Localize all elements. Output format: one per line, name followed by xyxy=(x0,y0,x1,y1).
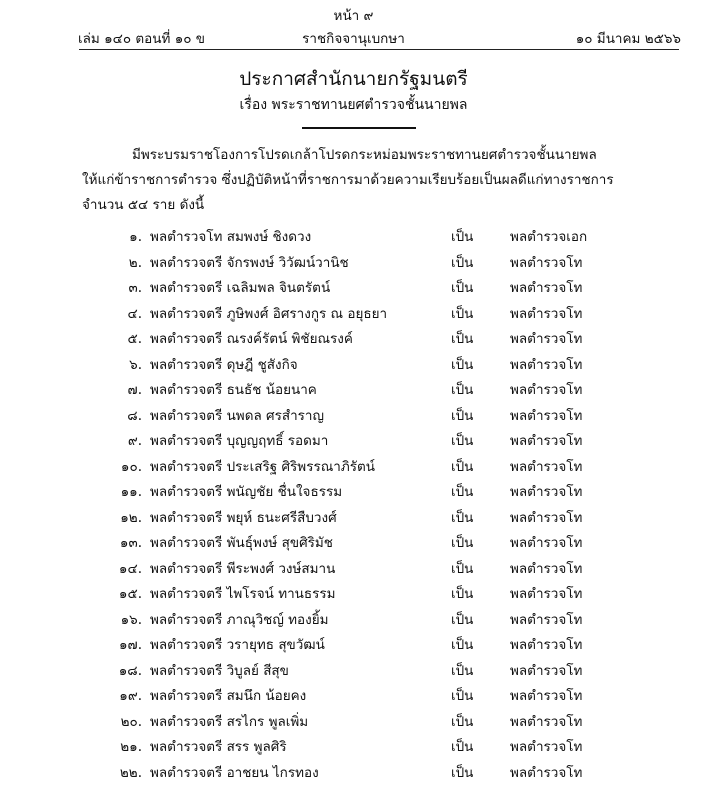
paragraph-line: จำนวน ๕๔ ราย ดังนี้ xyxy=(82,197,205,213)
officer-name: พลตำรวจตรี วิบูลย์ สีสุข xyxy=(150,662,289,679)
item-number: ๑๖. xyxy=(120,611,142,628)
connector-word: เป็น xyxy=(451,509,474,526)
new-rank: พลตำรวจเอก xyxy=(510,229,588,245)
new-rank: พลตำรวจโท xyxy=(510,560,583,577)
connector-word: เป็น xyxy=(451,382,474,398)
item-number: ๑๑. xyxy=(120,484,142,500)
item-number: ๓. xyxy=(128,280,142,296)
new-rank: พลตำรวจโท xyxy=(510,407,583,424)
list-item xyxy=(0,480,707,506)
new-rank: พลตำรวจโท xyxy=(510,688,583,704)
announcement-subject: เรื่อง พระราชทานยศตำรวจชั้นนายพล xyxy=(239,97,468,113)
title-divider xyxy=(302,127,416,129)
publication-date: ๑๐ มีนาคม ๒๕๖๖ xyxy=(575,31,681,47)
officer-name: พลตำรวจตรี พีระพงศ์ วงษ์สมาน xyxy=(150,560,336,577)
item-number: ๑. xyxy=(129,229,142,245)
connector-word: เป็น xyxy=(451,637,474,653)
officer-name: พลตำรวจตรี พยุห์ ธนะศรีสืบวงศ์ xyxy=(150,509,337,526)
new-rank: พลตำรวจโท xyxy=(510,662,583,679)
item-number: ๒๐. xyxy=(120,713,142,730)
new-rank: พลตำรวจโท xyxy=(510,637,583,653)
item-number: ๑๒. xyxy=(120,509,142,526)
officer-name: พลตำรวจตรี บุญญฤทธิ์ รอดมา xyxy=(150,433,329,449)
officer-name: พลตำรวจตรี ไพโรจน์ ทานธรรม xyxy=(150,586,336,602)
officer-name: พลตำรวจตรี สรไกร พูลเพิ่ม xyxy=(150,713,309,730)
item-number: ๑๙. xyxy=(119,688,142,704)
list-item xyxy=(0,225,707,251)
new-rank: พลตำรวจโท xyxy=(510,535,583,551)
paragraph-line: ให้แก่ข้าราชการตำรวจ ซึ่งปฏิบัติหน้าที่ราชการมาด้วยความเรียบร้อยเป็นผลดีแก่ทางราชการ xyxy=(82,172,614,188)
list-item xyxy=(0,557,707,583)
officer-name: พลตำรวจตรี ประเสริฐ ศิริพรรณาภิรัตน์ xyxy=(150,458,375,475)
connector-word: เป็น xyxy=(451,739,474,755)
item-number: ๑๕. xyxy=(118,586,142,602)
officer-name: พลตำรวจตรี ภาณุวิชญ์ ทองยิ้ม xyxy=(150,611,329,628)
connector-word: เป็น xyxy=(451,458,474,475)
new-rank: พลตำรวจโท xyxy=(510,331,583,347)
connector-word: เป็น xyxy=(451,586,474,602)
officer-name: พลตำรวจโท สมพงษ์ ชิงดวง xyxy=(150,229,312,245)
paragraph-line: มีพระบรมราชโองการโปรดเกล้าโปรดกระหม่อมพระราชทานยศตำรวจชั้นนายพล xyxy=(132,147,597,163)
connector-word: เป็น xyxy=(451,484,474,500)
officer-name: พลตำรวจตรี สมนึก น้อยคง xyxy=(150,688,307,704)
connector-word: เป็น xyxy=(451,688,474,704)
connector-word: เป็น xyxy=(451,280,474,296)
connector-word: เป็น xyxy=(451,407,474,424)
item-number: ๑๐. xyxy=(120,458,142,475)
new-rank: พลตำรวจโท xyxy=(510,305,583,322)
item-number: ๑๗. xyxy=(118,637,142,653)
connector-word: เป็น xyxy=(451,331,474,347)
announcement-paragraph xyxy=(82,143,682,218)
list-item xyxy=(0,710,707,736)
connector-word: เป็น xyxy=(451,764,474,781)
item-number: ๒๑. xyxy=(120,739,142,755)
new-rank: พลตำรวจโท xyxy=(510,611,583,628)
promotion-list xyxy=(0,225,707,786)
new-rank: พลตำรวจโท xyxy=(510,280,583,296)
list-item xyxy=(0,404,707,430)
officer-name: พลตำรวจตรี นพดล ศรสำราญ xyxy=(150,407,325,424)
officer-name: พลตำรวจตรี ณรงค์รัตน์ พิชัยณรงค์ xyxy=(150,331,353,347)
list-item xyxy=(0,251,707,277)
connector-word: เป็น xyxy=(451,662,474,679)
connector-word: เป็น xyxy=(451,356,474,373)
list-item xyxy=(0,659,707,685)
officer-name: พลตำรวจตรี พนัญชัย ชื่นใจธรรม xyxy=(150,484,343,500)
header-rule xyxy=(79,49,679,50)
list-item xyxy=(0,327,707,353)
list-item xyxy=(0,633,707,659)
list-item xyxy=(0,429,707,455)
list-item xyxy=(0,378,707,404)
volume-issue: เล่ม ๑๔๐ ตอนที่ ๑๐ ข xyxy=(78,31,206,47)
connector-word: เป็น xyxy=(451,611,474,628)
officer-name: พลตำรวจตรี เฉลิมพล จินตรัตน์ xyxy=(150,280,331,296)
item-number: ๘. xyxy=(127,407,142,424)
item-number: ๗. xyxy=(127,382,142,398)
announcement-title: ประกาศสำนักนายกรัฐมนตรี xyxy=(239,68,468,90)
officer-name: พลตำรวจตรี ดุษฎี ชูสังกิจ xyxy=(150,356,298,373)
new-rank: พลตำรวจโท xyxy=(510,484,583,500)
new-rank: พลตำรวจโท xyxy=(510,713,583,730)
officer-name: พลตำรวจตรี อาชยน ไกรทอง xyxy=(150,764,319,781)
list-item xyxy=(0,455,707,481)
item-number: ๑๘. xyxy=(118,662,142,679)
item-number: ๔. xyxy=(127,305,142,322)
item-number: ๑๓. xyxy=(119,535,142,551)
list-item xyxy=(0,582,707,608)
list-item xyxy=(0,531,707,557)
connector-word: เป็น xyxy=(451,305,474,322)
item-number: ๙. xyxy=(127,433,142,449)
item-number: ๕. xyxy=(127,331,142,347)
list-item xyxy=(0,761,707,787)
new-rank: พลตำรวจโท xyxy=(510,509,583,526)
officer-name: พลตำรวจตรี ธนธัช น้อยนาค xyxy=(150,382,317,398)
item-number: ๖. xyxy=(129,356,142,373)
connector-word: เป็น xyxy=(451,535,474,551)
new-rank: พลตำรวจโท xyxy=(510,382,583,398)
officer-name: พลตำรวจตรี จักรพงษ์ วิวัฒน์วานิช xyxy=(150,254,349,271)
list-item xyxy=(0,684,707,710)
connector-word: เป็น xyxy=(451,560,474,577)
new-rank: พลตำรวจโท xyxy=(510,739,583,755)
connector-word: เป็น xyxy=(451,713,474,730)
new-rank: พลตำรวจโท xyxy=(510,433,583,449)
item-number: ๒๒. xyxy=(119,764,142,781)
new-rank: พลตำรวจโท xyxy=(510,458,583,475)
list-item xyxy=(0,353,707,379)
list-item xyxy=(0,735,707,761)
officer-name: พลตำรวจตรี วรายุทธ สุขวัฒน์ xyxy=(150,637,325,653)
list-item xyxy=(0,276,707,302)
page-number: หน้า ๙ xyxy=(333,8,374,24)
new-rank: พลตำรวจโท xyxy=(510,254,583,271)
item-number: ๒. xyxy=(128,254,142,271)
journal-name: ราชกิจจานุเบกษา xyxy=(302,31,405,47)
officer-name: พลตำรวจตรี พันธุ์พงษ์ สุขศิริมัช xyxy=(150,535,333,551)
connector-word: เป็น xyxy=(451,433,474,449)
list-item xyxy=(0,608,707,634)
list-item xyxy=(0,506,707,532)
list-item xyxy=(0,302,707,328)
new-rank: พลตำรวจโท xyxy=(510,764,583,781)
new-rank: พลตำรวจโท xyxy=(510,356,583,373)
connector-word: เป็น xyxy=(451,254,474,271)
connector-word: เป็น xyxy=(451,229,474,245)
officer-name: พลตำรวจตรี ภูษิพงศ์ อิศรางกูร ณ อยุธยา xyxy=(150,305,388,322)
new-rank: พลตำรวจโท xyxy=(510,586,583,602)
officer-name: พลตำรวจตรี สรร พูลศิริ xyxy=(150,739,287,755)
item-number: ๑๔. xyxy=(118,560,142,577)
